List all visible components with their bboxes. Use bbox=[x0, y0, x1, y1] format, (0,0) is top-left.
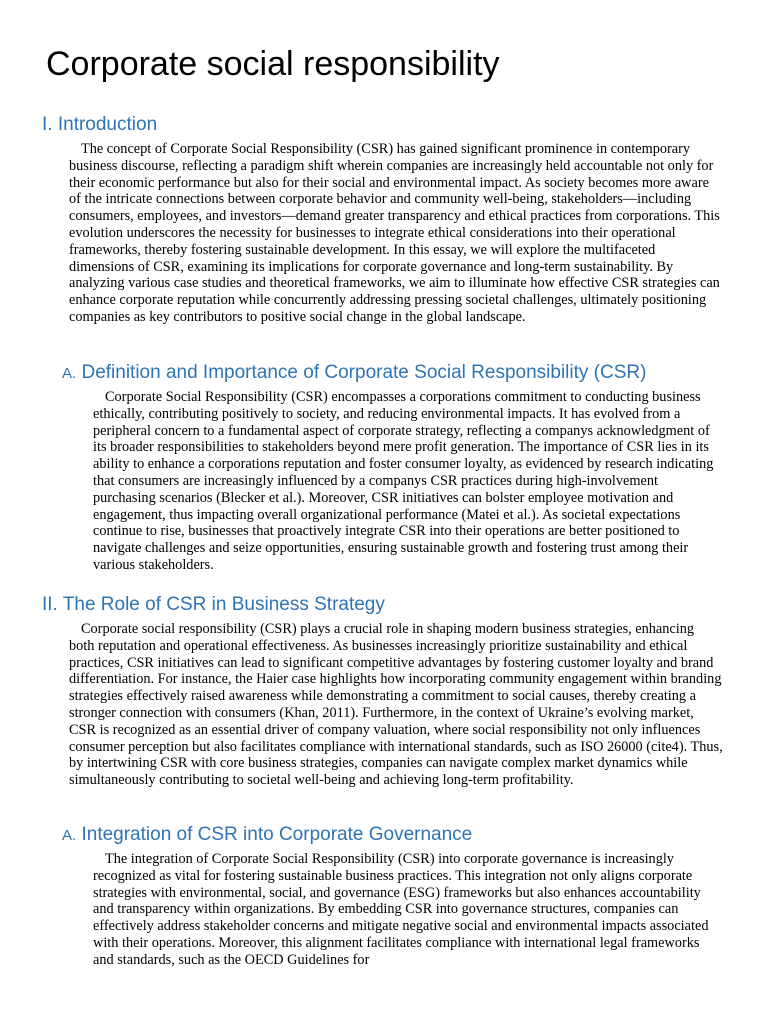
section-body: Corporate social responsibility (CSR) plays a crucial role in shaping modern business strategies, enhancing both reputation and operational effectiveness. As businesses increasingly prioritize sustainability and ethical practices, CSR initiatives can lead to significant competitive advantages by fostering customer loyalty and brand differentiation. For instance, the Haier case highlights how incorporating community engagement within branding strategies effectively raised awareness while demonstrating a commitment to social causes, thereby creating a stronger connection with consumers (Khan, 2011). Furthermore, in the context of Ukraine’s evolving market, CSR is recognized as an essential driver of company valuation, where social responsibility not only influences consumer perception but also facilitates compliance with international standards, such as ISO 26000 (cite4). Thus, by intertwining CSR with core business strategies, companies can navigate complex market dynamics while simultaneously contributing to societal well-being and achieving long-term profitability. bbox=[69, 621, 723, 789]
subsection-body: The integration of Corporate Social Responsibility (CSR) into corporate governance is increasingly recognized as vital for fostering sustainable business practices. This integration not only aligns corporate strategies with environmental, social, and governance (ESG) frameworks but also enhances accountability and transparency within organizations. By embedding CSR into governance structures, companies can effectively address stakeholder concerns and mitigate negative social and environmental impacts associated with their operations. Moreover, this alignment facilitates compliance with international legal frameworks and standards, such as the OECD Guidelines for bbox=[93, 851, 709, 968]
section-heading bbox=[42, 592, 385, 618]
section-heading bbox=[42, 112, 157, 138]
subsection-number: A. bbox=[62, 365, 77, 382]
subsection-heading bbox=[62, 822, 472, 849]
subsection-title: Definition and Importance of Corporate Social Responsibility (CSR) bbox=[81, 362, 647, 383]
section-title: Introduction bbox=[57, 114, 158, 135]
subsection-title: Integration of CSR into Corporate Governance bbox=[81, 824, 473, 845]
subsection-number: A. bbox=[62, 827, 77, 844]
subsection-heading bbox=[62, 360, 646, 387]
section-number: II. bbox=[42, 594, 58, 615]
section-body: The concept of Corporate Social Responsibility (CSR) has gained significant prominence in contemporary business discourse, reflecting a paradigm shift wherein companies are increasingly held accountable not only for their economic performance but also for their social and environmental impact. As society becomes more aware of the intricate connections between corporate behavior and community well-being, stakeholders—including consumers, employees, and investors—demand greater transparency and ethical practices from corporations. This evolution underscores the necessity for businesses to integrate ethical considerations into their operational frameworks, thereby fostering sustainable development. In this essay, we will explore the multifaceted dimensions of CSR, examining its implications for corporate governance and long-term sustainability. By analyzing various case studies and theoretical frameworks, we aim to illuminate how effective CSR strategies can enhance corporate reputation while concurrently addressing pressing societal challenges, ultimately positioning companies as key contributors to positive social change in the global landscape. bbox=[69, 141, 720, 325]
page-title: Corporate social responsibility bbox=[46, 45, 500, 83]
subsection-body: Corporate Social Responsibility (CSR) encompasses a corporations commitment to conducting business ethically, contributing positively to society, and reducing environmental impacts. It has evolved from a peripheral concern to a fundamental aspect of corporate strategy, reflecting a companys acknowledgment of its broader responsibilities to stakeholders beyond mere profit generation. The importance of CSR lies in its ability to enhance a corporations reputation and foster consumer loyalty, as evidenced by research indicating that consumers are increasingly influenced by a companys CSR practices during high-involvement purchasing scenarios (Blecker et al.). Moreover, CSR initiatives can bolster employee motivation and engagement, thus impacting overall organizational performance (Matei et al.). As societal expectations continue to rise, businesses that proactively integrate CSR into their operations are better positioned to navigate challenges and seize opportunities, ensuring sustainable growth and fostering trust among their various stakeholders. bbox=[93, 389, 714, 573]
section-number: I. bbox=[42, 114, 53, 135]
section-title: The Role of CSR in Business Strategy bbox=[62, 594, 385, 615]
